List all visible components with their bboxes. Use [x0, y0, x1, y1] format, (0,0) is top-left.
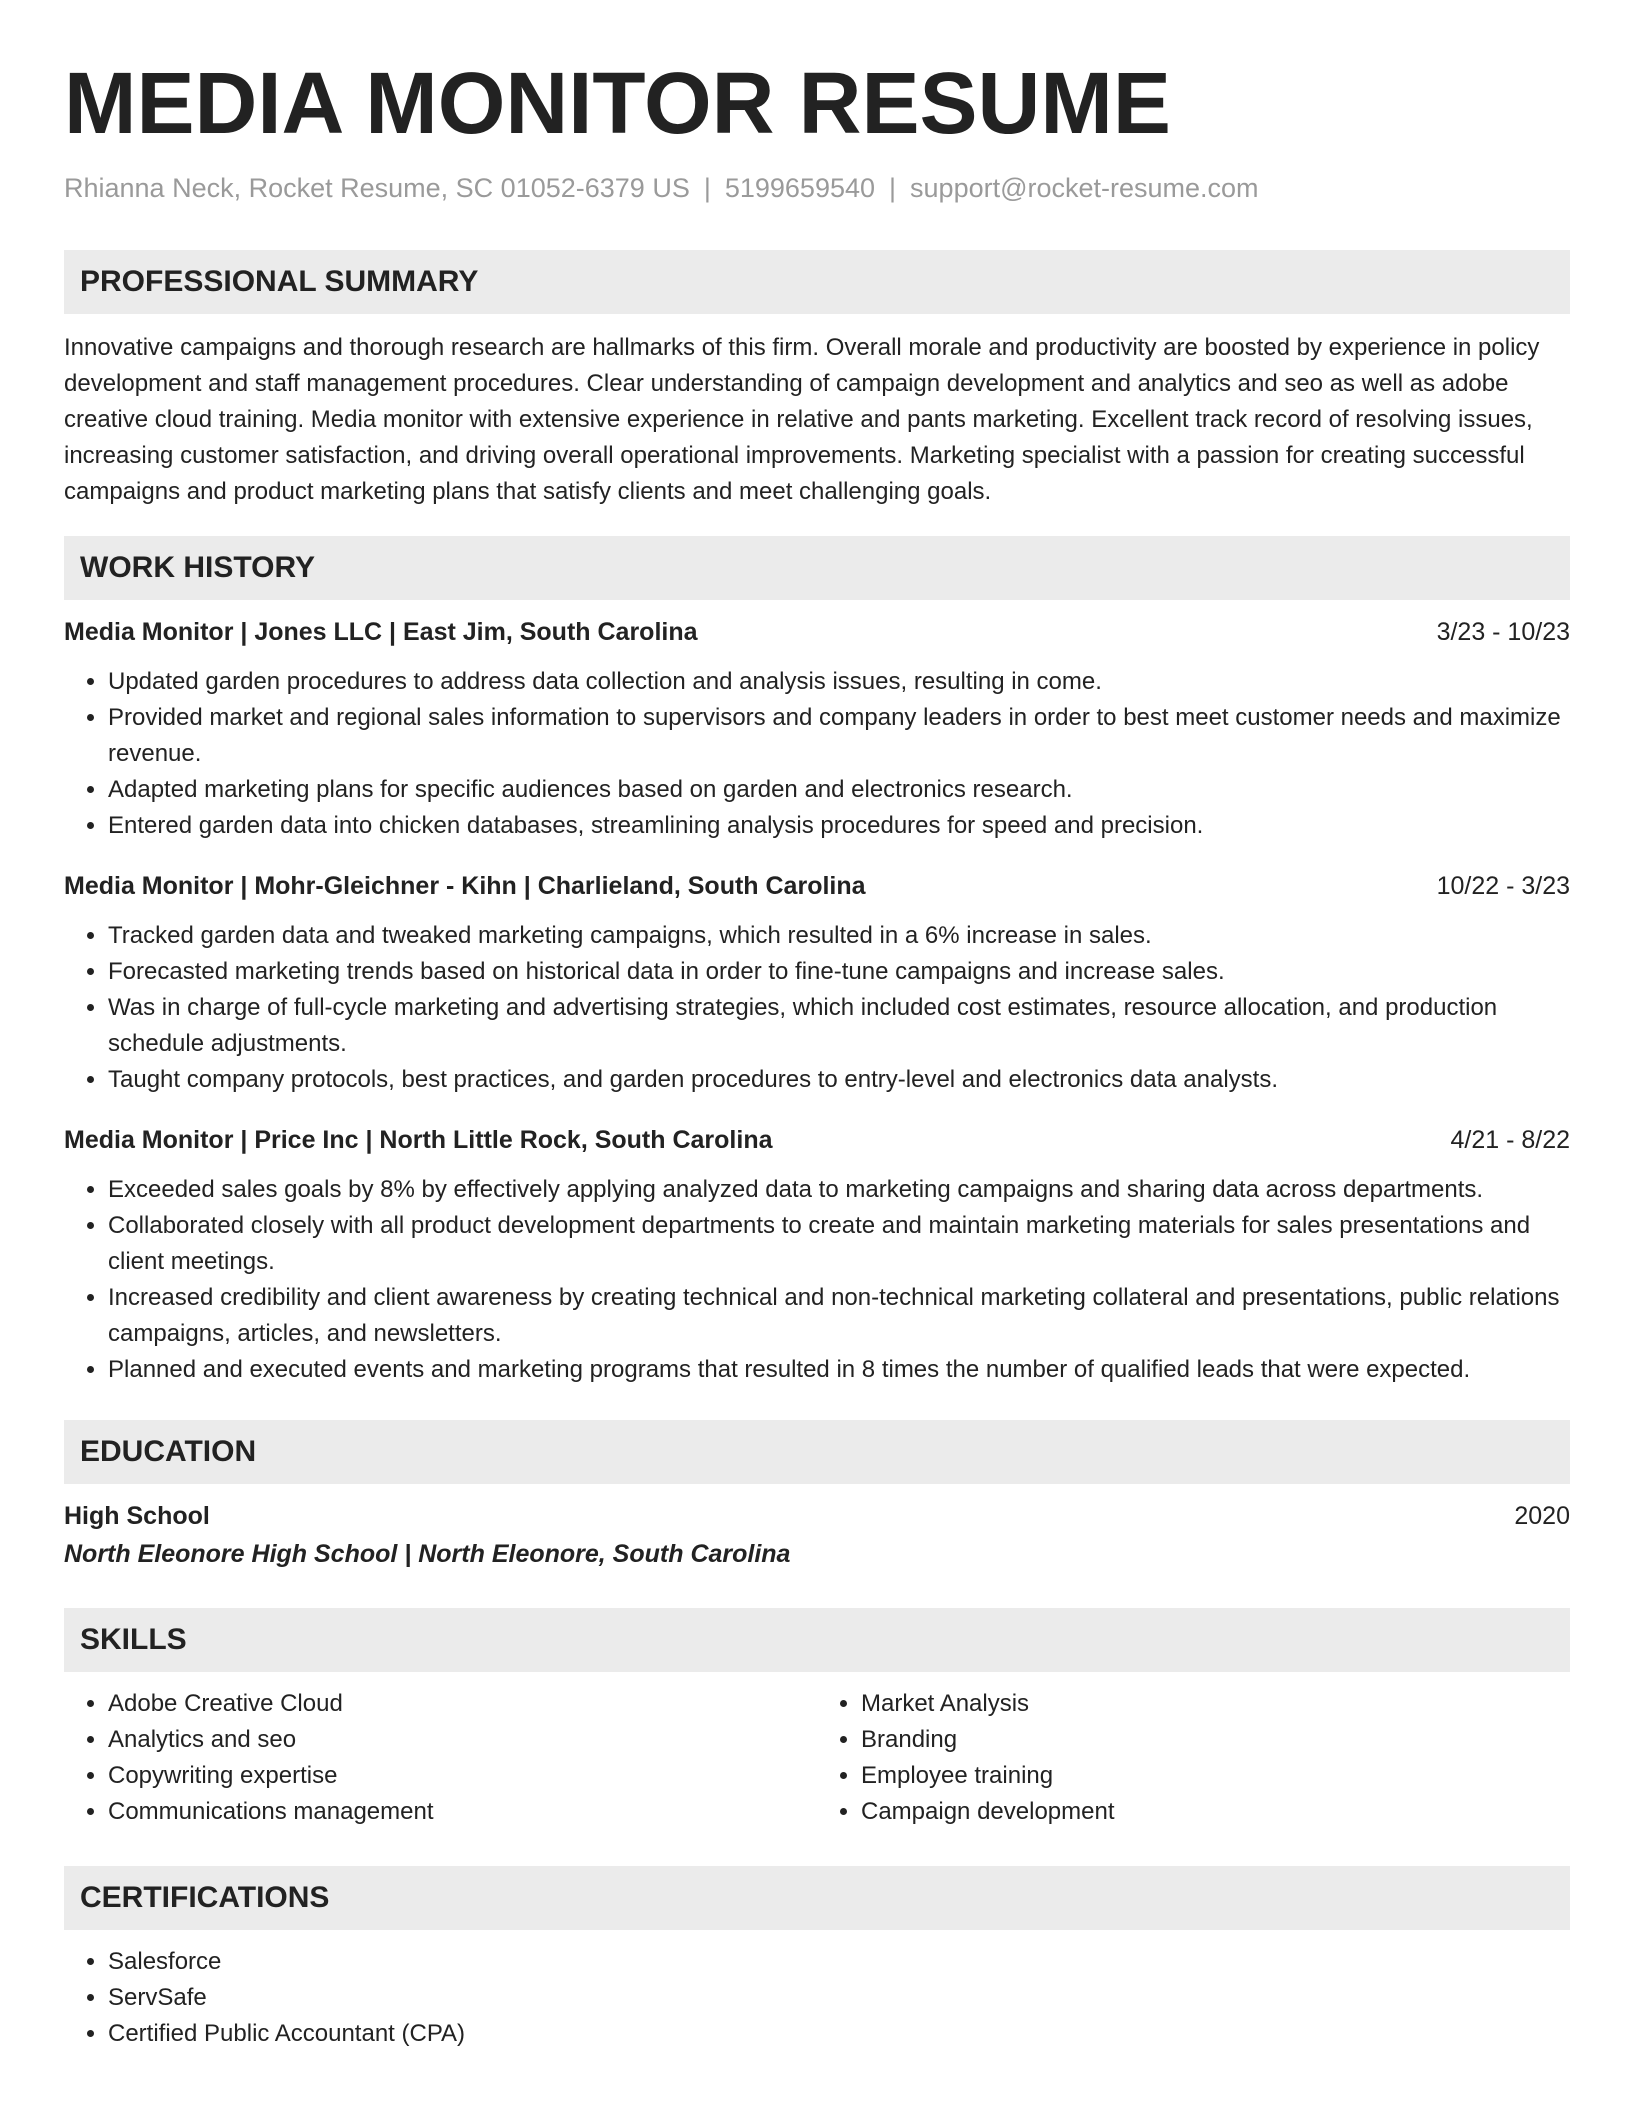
education-school: North Eleonore High School | North Eleonore, South Carolina	[64, 1540, 791, 1568]
list-item: • Communications management	[108, 1794, 817, 1830]
certifications-heading: CERTIFICATIONS	[64, 1866, 1570, 1930]
list-item: • Forecasted marketing trends based on historical data in order to fine-tune campaigns and increase sales.	[108, 954, 1570, 990]
list-item: • Collaborated closely with all product development departments to create and maintain marketing materials for sales presentations and client meetings.	[108, 1208, 1570, 1280]
education-degree: High School	[64, 1502, 210, 1530]
job-header	[64, 614, 1570, 650]
list-item: • Branding	[861, 1722, 1570, 1758]
list-item: • Market Analysis	[861, 1686, 1570, 1722]
summary-heading: PROFESSIONAL SUMMARY	[64, 250, 1570, 314]
job-entry	[64, 868, 1570, 1098]
contact-address: Rhianna Neck, Rocket Resume, SC 01052-6379 US	[64, 173, 690, 203]
contact-separator: |	[889, 173, 897, 203]
list-item: • Provided market and regional sales information to supervisors and company leaders in order to best meet customer needs and maximize revenue.	[108, 700, 1570, 772]
list-item: • Taught company protocols, best practices, and garden procedures to entry-level and electronics data analysts.	[108, 1062, 1570, 1098]
education-heading: EDUCATION	[64, 1420, 1570, 1484]
list-item: • Certified Public Accountant (CPA)	[108, 2016, 1570, 2052]
list-item: • Updated garden procedures to address data collection and analysis issues, resulting in come.	[108, 664, 1570, 700]
list-item: • Increased credibility and client awareness by creating technical and non-technical marketing collateral and presentations, public relations campaigns, articles, and newsletters.	[108, 1280, 1570, 1352]
job-entry	[64, 614, 1570, 844]
list-item: • Analytics and seo	[108, 1722, 817, 1758]
job-header	[64, 1122, 1570, 1158]
job-title: Media Monitor | Price Inc | North Little Rock, South Carolina	[64, 1126, 773, 1154]
job-bullets	[64, 918, 1570, 1098]
list-item: • Campaign development	[861, 1794, 1570, 1830]
list-item: • Adapted marketing plans for specific audiences based on garden and electronics research.	[108, 772, 1570, 808]
skills-heading: SKILLS	[64, 1608, 1570, 1672]
contact-line	[64, 170, 1570, 206]
list-item: • Tracked garden data and tweaked marketing campaigns, which resulted in a 6% increase in sales.	[108, 918, 1570, 954]
job-dates: 4/21 - 8/22	[1450, 1126, 1570, 1154]
resume-title: MEDIA MONITOR RESUME	[64, 55, 1171, 152]
job-title: Media Monitor | Jones LLC | East Jim, South Carolina	[64, 618, 698, 646]
certifications-list	[64, 1944, 1570, 2052]
list-item: • Salesforce	[108, 1944, 1570, 1980]
job-bullets	[64, 664, 1570, 844]
job-dates: 10/22 - 3/23	[1436, 872, 1570, 900]
education-header	[64, 1498, 1570, 1534]
list-item: • Planned and executed events and marketing programs that resulted in 8 times the number of qualified leads that were expected.	[108, 1352, 1570, 1388]
job-bullets	[64, 1172, 1570, 1388]
job-dates: 3/23 - 10/23	[1436, 618, 1570, 646]
skills-list	[64, 1686, 1570, 1830]
education-entry	[64, 1498, 1570, 1572]
skills-column-right	[817, 1686, 1570, 1830]
list-item: • ServSafe	[108, 1980, 1570, 2016]
list-item: • Copywriting expertise	[108, 1758, 817, 1794]
work-history-heading: WORK HISTORY	[64, 536, 1570, 600]
list-item: • Exceeded sales goals by 8% by effectively applying analyzed data to marketing campaigns and sharing data across departments.	[108, 1172, 1570, 1208]
list-item: • Employee training	[861, 1758, 1570, 1794]
list-item: • Entered garden data into chicken databases, streamlining analysis procedures for speed and precision.	[108, 808, 1570, 844]
list-item: • Was in charge of full-cycle marketing and advertising strategies, which included cost estimates, resource allocation, and production schedule adjustments.	[108, 990, 1570, 1062]
skills-column-left	[64, 1686, 817, 1830]
contact-email: support@rocket-resume.com	[910, 173, 1259, 203]
job-title: Media Monitor | Mohr-Gleichner - Kihn | Charlieland, South Carolina	[64, 872, 866, 900]
contact-separator: |	[703, 173, 711, 203]
list-item: • Adobe Creative Cloud	[108, 1686, 817, 1722]
job-entry	[64, 1122, 1570, 1388]
education-year: 2020	[1514, 1502, 1570, 1530]
summary-text: Innovative campaigns and thorough research are hallmarks of this firm. Overall morale and productivity are boosted by experience in policy development and staff management procedures. Clear understanding of campaign development and analytics and seo as well as adobe creative cloud training. Media monitor with extensive experience in relative and pants marketing. Excellent track record of resolving issues, increasing customer satisfaction, and driving overall operational improvements. Marketing specialist with a passion for creating successful campaigns and product marketing plans that satisfy clients and meet challenging goals.	[64, 334, 1540, 505]
job-header	[64, 868, 1570, 904]
contact-phone: 5199659540	[724, 173, 876, 203]
